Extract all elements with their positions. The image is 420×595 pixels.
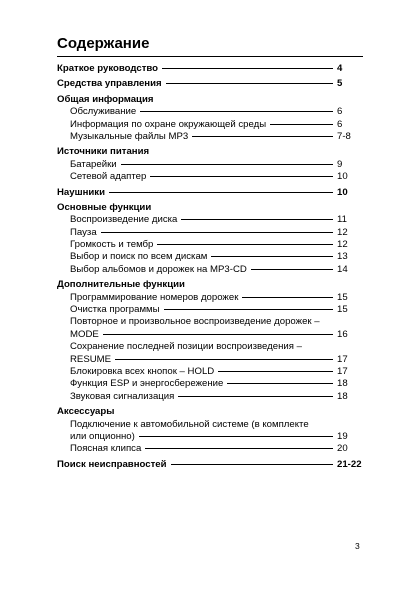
toc-entry-text: Поиск неисправностей <box>57 458 167 470</box>
toc-entry-text: Выбор и поиск по всем дискам <box>70 251 208 263</box>
toc-entry[interactable] <box>57 78 363 90</box>
toc-entry[interactable] <box>57 239 363 251</box>
toc-page-number: 12 <box>337 239 348 251</box>
toc-page-number: 15 <box>337 304 348 316</box>
title-underline <box>57 56 363 57</box>
toc-entry-text-line1: Сохранение последней позиции воспроизведения – <box>70 341 302 353</box>
toc-entry[interactable] <box>57 366 363 378</box>
toc-entry[interactable] <box>57 106 363 118</box>
toc-leader-line <box>171 464 333 465</box>
toc-entry[interactable] <box>57 264 363 276</box>
toc-entry[interactable] <box>57 354 363 366</box>
toc-section-heading: Аксессуары <box>57 406 115 418</box>
toc-entry-text: MODE <box>70 328 99 340</box>
toc-entry-text: RESUME <box>70 353 112 365</box>
toc-section-heading: Общая информация <box>57 93 154 105</box>
toc-leader-line <box>115 359 333 360</box>
toc-leader-line <box>178 396 333 397</box>
toc-entry[interactable] <box>57 292 363 304</box>
toc-leader-line <box>270 124 333 125</box>
toc-section-heading: Дополнительные функции <box>57 279 185 291</box>
toc-entry[interactable] <box>57 214 363 226</box>
toc-page-number: 14 <box>337 263 348 275</box>
toc-entry-text: Выбор альбомов и дорожек на MP3-CD <box>70 263 247 275</box>
toc-entry[interactable] <box>57 131 363 143</box>
toc-page-number: 9 <box>337 158 343 170</box>
toc-entry[interactable] <box>57 391 363 403</box>
toc-entry[interactable] <box>57 187 363 199</box>
page-number: 3 <box>355 541 360 551</box>
toc-leader-line <box>109 192 333 193</box>
toc-entry[interactable] <box>57 119 363 131</box>
toc-entry[interactable] <box>57 378 363 390</box>
toc-page-number: 20 <box>337 443 348 455</box>
toc-page-number: 18 <box>337 378 348 390</box>
toc-page-number: 19 <box>337 430 348 442</box>
toc-entry-text: Информация по охране окружающей среды <box>70 118 267 130</box>
toc-page-number: 15 <box>337 291 348 303</box>
toc-leader-line <box>162 68 333 69</box>
table-of-contents <box>57 63 363 471</box>
toc-entry[interactable] <box>57 431 363 443</box>
toc-page-number: 17 <box>337 365 348 377</box>
toc-entry[interactable] <box>57 171 363 183</box>
toc-entry[interactable] <box>57 443 363 455</box>
toc-entry-text: Батарейки <box>70 158 117 170</box>
toc-page-number: 17 <box>337 353 348 365</box>
toc-leader-line <box>164 309 333 310</box>
toc-page-number: 18 <box>337 390 348 402</box>
toc-leader-line <box>192 136 333 137</box>
toc-leader-line <box>140 111 333 112</box>
toc-entry-text: Громкость и тембр <box>70 239 154 251</box>
toc-entry-text: Средства управления <box>57 78 162 90</box>
toc-page-number: 16 <box>337 328 348 340</box>
toc-entry-text-line1: Повторное и произвольное воспроизведение дорожек – <box>70 316 320 328</box>
toc-page-number: 4 <box>337 63 343 74</box>
toc-section-heading: Источники питания <box>57 146 150 158</box>
toc-leader-line <box>211 256 333 257</box>
toc-entry[interactable] <box>57 251 363 263</box>
toc-entry[interactable] <box>57 159 363 171</box>
toc-page-number: 6 <box>337 118 343 130</box>
toc-entry-text: Функция ESP и энергосбережение <box>70 378 224 390</box>
toc-leader-line <box>139 436 333 437</box>
toc-leader-line <box>101 232 333 233</box>
toc-entry-text: Блокировка всех кнопок – HOLD <box>70 365 215 377</box>
toc-entry-text: Звуковая сигнализация <box>70 390 175 402</box>
toc-leader-line <box>242 297 333 298</box>
toc-entry[interactable] <box>57 227 363 239</box>
toc-page-number: 7-8 <box>337 130 351 142</box>
toc-entry-text: Воспроизведение диска <box>70 214 178 226</box>
page-title: Содержание <box>57 35 150 52</box>
toc-leader-line <box>150 176 333 177</box>
toc-entry-text: Поясная клипса <box>70 443 142 455</box>
toc-page-number: 10 <box>337 186 348 198</box>
toc-page-number: 5 <box>337 78 343 90</box>
toc-page-number: 13 <box>337 251 348 263</box>
toc-entry[interactable] <box>57 329 363 341</box>
toc-leader-line <box>166 83 333 84</box>
toc-entry-text: Пауза <box>70 226 97 238</box>
toc-entry-text: Музыкальные файлы MP3 <box>70 130 189 142</box>
toc-leader-line <box>181 219 333 220</box>
toc-entry[interactable] <box>57 63 363 75</box>
toc-leader-line <box>103 334 333 335</box>
toc-page-number: 21-22 <box>337 458 362 470</box>
toc-leader-line <box>121 164 333 165</box>
toc-leader-line <box>145 448 333 449</box>
toc-page-number: 10 <box>337 171 348 183</box>
toc-page-number: 6 <box>337 106 343 118</box>
toc-entry-text: Программирование номеров дорожек <box>70 291 239 303</box>
toc-page-number: 12 <box>337 226 348 238</box>
toc-entry-text: Обслуживание <box>70 106 137 118</box>
toc-entry-text: или опционно) <box>70 430 135 442</box>
toc-entry-text: Очистка программы <box>70 304 160 316</box>
toc-entry-text: Краткое руководство <box>57 63 159 74</box>
toc-entry[interactable] <box>57 459 363 471</box>
toc-leader-line <box>227 383 333 384</box>
toc-entry-text-line1: Подключение к автомобильной системе (в комплекте <box>70 418 309 430</box>
toc-leader-line <box>251 269 333 270</box>
toc-leader-line <box>218 371 333 372</box>
toc-entry-text: Наушники <box>57 186 105 198</box>
toc-section-heading: Основные функции <box>57 201 152 213</box>
toc-leader-line <box>157 244 333 245</box>
toc-entry-text: Сетевой адаптер <box>70 171 147 183</box>
toc-entry[interactable] <box>57 304 363 316</box>
toc-page-number: 11 <box>337 214 347 226</box>
